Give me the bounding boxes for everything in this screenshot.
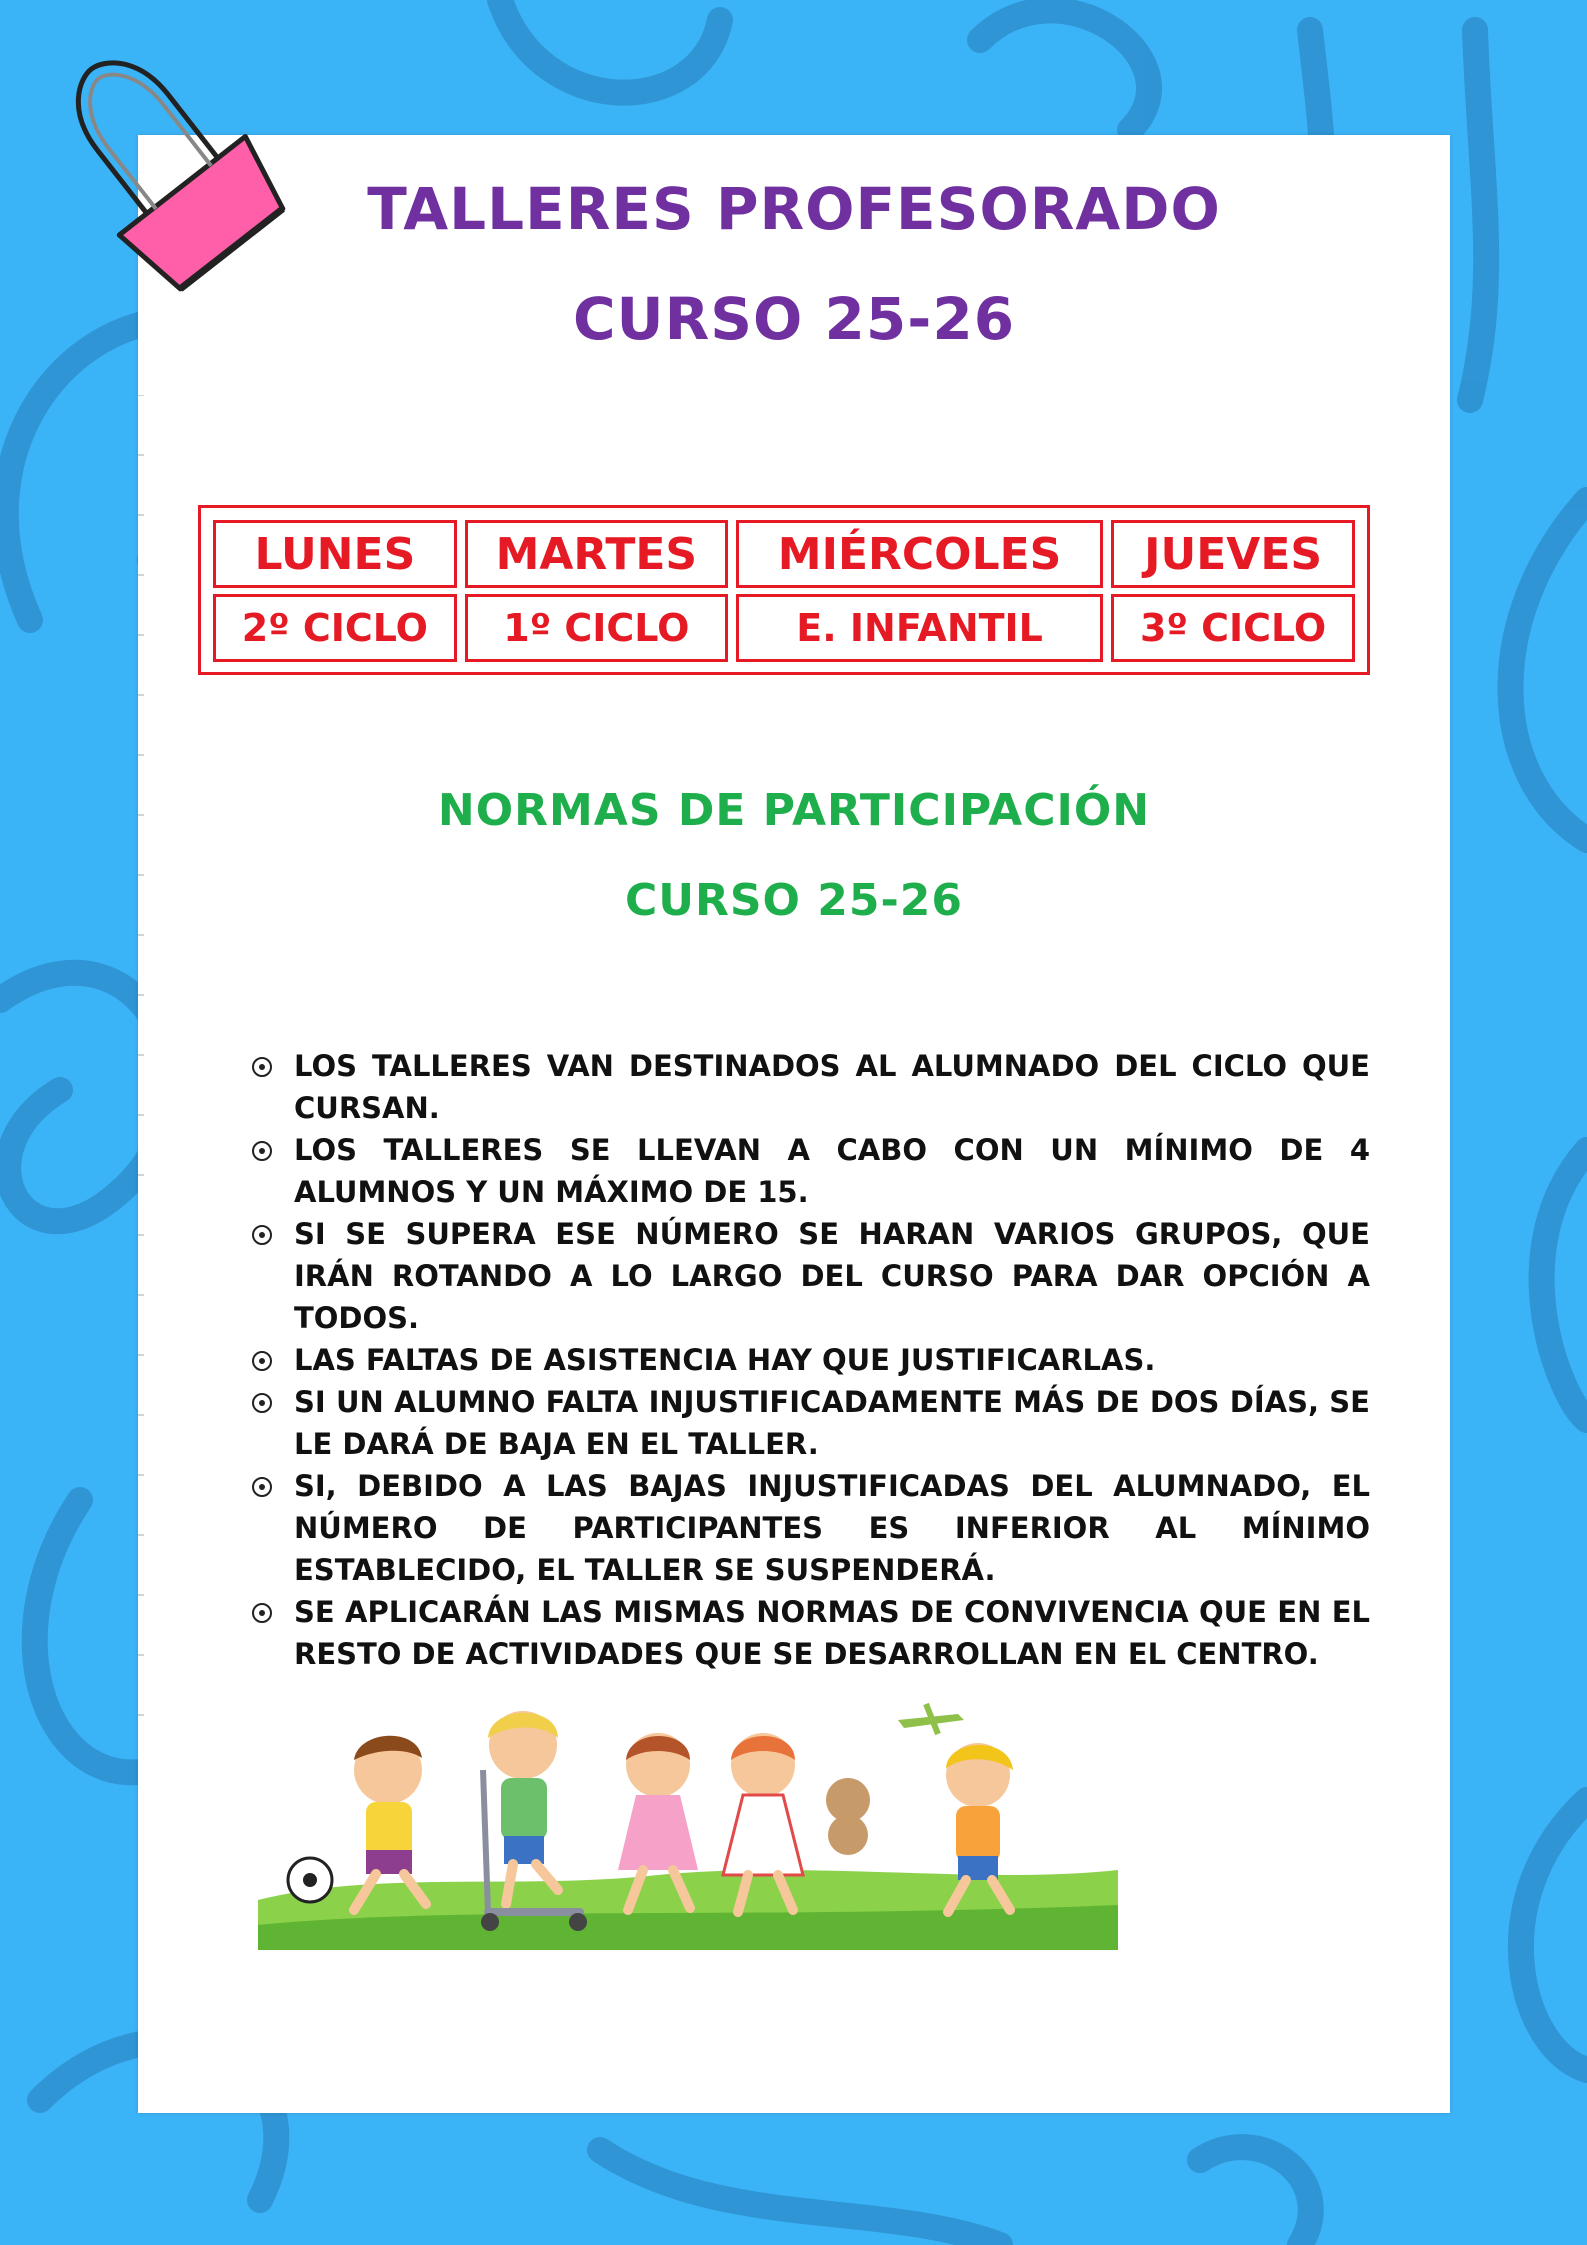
list-item [248,1339,1370,1381]
schedule-day-cell: LUNES [213,520,457,588]
page-title: TALLERES PROFESORADO [367,175,1221,243]
schedule-cycle-cell: 1º CICLO [465,594,728,662]
circle-bullet-icon [252,1141,272,1161]
circle-bullet-icon [252,1393,272,1413]
page-edge-marks [138,395,146,1895]
circle-bullet-icon [252,1351,272,1371]
page-subtitle-course: CURSO 25-26 [572,285,1016,353]
list-item [248,1465,1370,1591]
schedule-cycle-cell: E. INFANTIL [736,594,1103,662]
list-item [248,1213,1370,1339]
circle-bullet-icon [252,1225,272,1245]
list-item [248,1045,1370,1129]
rule-text: SI UN ALUMNO FALTA INJUSTIFICADAMENTE MÁS DE DOS DÍAS, SE LE DARÁ DE BAJA EN EL TALLER. [294,1385,1370,1461]
schedule-table [198,505,1370,675]
schedule-cycle-cell: 2º CICLO [213,594,457,662]
binder-clip-icon [20,20,320,310]
rule-text: LAS FALTAS DE ASISTENCIA HAY QUE JUSTIFICARLAS. [294,1343,1156,1377]
schedule-day-cell: MIÉRCOLES [736,520,1103,588]
circle-bullet-icon [252,1603,272,1623]
children-playing-illustration [258,1690,1118,1950]
rules-list [248,1045,1370,1675]
circle-bullet-icon [252,1057,272,1077]
rule-text: SI, DEBIDO A LAS BAJAS INJUSTIFICADAS DEL ALUMNADO, EL NÚMERO DE PARTICIPANTES ES INFERIOR AL MÍNIMO ESTABLECIDO, EL TALLER SE SUSPENDERÁ. [294,1469,1370,1587]
rule-text: SI SE SUPERA ESE NÚMERO SE HARAN VARIOS GRUPOS, QUE IRÁN ROTANDO A LO LARGO DEL CURSO PARA DAR OPCIÓN A TODOS. [294,1217,1370,1335]
schedule-day-cell: MARTES [465,520,728,588]
rule-text: LOS TALLERES VAN DESTINADOS AL ALUMNADO DEL CICLO QUE CURSAN. [294,1049,1370,1125]
list-item [248,1591,1370,1675]
rules-course: CURSO 25-26 [624,875,964,926]
list-item [248,1381,1370,1465]
rule-text: SE APLICARÁN LAS MISMAS NORMAS DE CONVIVENCIA QUE EN EL RESTO DE ACTIVIDADES QUE SE DESARROLLAN EN EL CENTRO. [294,1595,1370,1671]
circle-bullet-icon [252,1477,272,1497]
rules-title: NORMAS DE PARTICIPACIÓN [437,785,1151,836]
schedule-cycle-cell: 3º CICLO [1111,594,1355,662]
rule-text: LOS TALLERES SE LLEVAN A CABO CON UN MÍNIMO DE 4 ALUMNOS Y UN MÁXIMO DE 15. [294,1133,1370,1209]
list-item [248,1129,1370,1213]
schedule-day-cell: JUEVES [1111,520,1355,588]
